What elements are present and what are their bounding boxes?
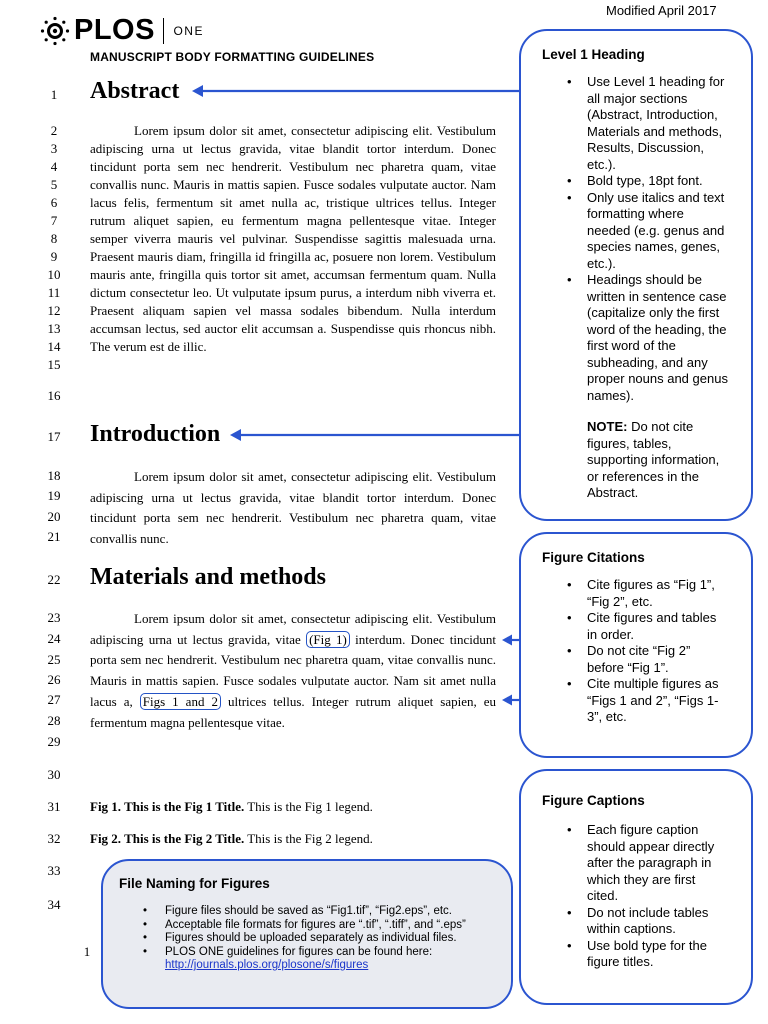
line-number: 9 — [50, 249, 58, 264]
naming-box-item-text: PLOS ONE guidelines for figures can be found here: — [165, 945, 433, 958]
modified-date: Modified April 2017 — [606, 3, 717, 18]
line-number: 6 — [50, 195, 58, 210]
naming-box-item — [165, 946, 495, 973]
line-number: 19 — [47, 488, 61, 503]
line-number: 5 — [50, 177, 58, 192]
line-number: 20 — [47, 509, 61, 524]
level1-box-item: • Bold type, 18pt font. — [587, 173, 729, 190]
line-number: 33 — [47, 863, 61, 878]
line-number: 34 — [47, 897, 61, 912]
abstract-text: Lorem ipsum dolor sit amet, consectetur adipiscing elit. Vestibulum adipiscing urna ut lectus gravida, vitae blandit tortor interdum. Donec tincidunt porta sem nec hendrerit. Vestibulum nec pharetra quam, vitae convallis nunc. Mauris in mattis sapien. Fusce sodales vulputate auctor. Nam lacus felis, fermentum sit amet nulla ac, tristique ultrices tellus. Integer rutrum aliquet sapien, eu fermentum magna pellentesque vitae. Integer semper viverra mauris vel pulvinar. Suspendisse sagittis malesuada urna. Praesent mauris diam, fringilla id fringilla ac, posuere non lorem. Vestibulum mauris ante, fringilla quis tortor sit amet, accumsan fermentum quam. Nulla dictum consectetur leo. Ut vulputate ipsum purus, a interdum nibh viverra et. Praesent aliquam sapien vel massa sodales bibendum. Nulla interdum accumsan lectus, sed auctor elit accumsan a. Suspendisse quis rhoncus nibh. The verum est de illic. — [90, 123, 496, 354]
level1-box-note — [542, 419, 729, 502]
captions-box-title: Figure Captions — [542, 793, 645, 808]
abstract-heading: Abstract — [90, 78, 180, 104]
naming-box-title: File Naming for Figures — [119, 876, 270, 891]
line-number: 4 — [50, 159, 58, 174]
line-number: 31 — [47, 799, 61, 814]
line-number: 23 — [47, 610, 61, 625]
level1-box-item: • Only use italics and text formatting where needed (e.g. genus and species names, genes, etc.). — [587, 190, 729, 273]
line-number: 25 — [47, 652, 61, 667]
level1-box-title: Level 1 Heading — [542, 47, 645, 62]
figure-citations-box — [519, 532, 753, 758]
captions-box-item: • Each figure caption should appear directly after the paragraph in which they are first cited. — [587, 822, 729, 905]
introduction-heading: Introduction — [90, 421, 221, 447]
note-text: Do not cite figures, tables, supporting information, or references in the Abstract. — [587, 419, 720, 500]
line-number: 10 — [47, 267, 61, 282]
citations-box-item: • Cite figures as “Fig 1”, “Fig 2”, etc. — [587, 577, 729, 610]
naming-box-item: • Figure files should be saved as “Fig1.tif”, “Fig2.eps”, etc. — [165, 905, 495, 919]
level1-heading-box — [519, 29, 753, 521]
level1-box-item: • Use Level 1 heading for all major sections (Abstract, Introduction, Materials and methods, Results, Discussion, etc.). — [587, 74, 729, 173]
note-label: NOTE: — [587, 419, 628, 434]
line-number: 2 — [50, 123, 58, 138]
level1-box-item: • Headings should be written in sentence case (capitalize only the first word of the heading, the first word of the subheading, and any proper nouns and genus names). — [587, 272, 729, 404]
methods-text-3: ultrices tellus. Integer rutrum aliquet sapien, eu fermentum magna pellentesque vitae. — [90, 693, 497, 730]
line-number: 32 — [47, 831, 61, 846]
line-number: 11 — [47, 285, 61, 300]
document-title: MANUSCRIPT BODY FORMATTING GUIDELINES — [90, 50, 375, 64]
logo-wordmark: PLOS — [74, 14, 155, 46]
citations-box-item: • Cite multiple figures as “Figs 1 and 2”, “Figs 1-3”, etc. — [587, 676, 729, 726]
line-number: 21 — [47, 529, 61, 544]
methods-text-1: Lorem ipsum dolor sit amet, consectetur adipiscing elit. Vestibulum adipiscing urna ut lectus gravida, vitae — [90, 611, 496, 647]
naming-box-item: • Figures should be uploaded separately as individual files. — [165, 932, 495, 946]
line-number: 12 — [47, 303, 61, 318]
captions-box-item: • Do not include tables within captions. — [587, 905, 729, 938]
line-number: 15 — [47, 357, 61, 372]
figs-citation: Figs 1 and 2 — [140, 693, 221, 710]
line-number: 28 — [47, 713, 61, 728]
line-number: 29 — [47, 734, 61, 749]
figures-guidelines-link[interactable]: http://journals.plos.org/plosone/s/figures — [165, 959, 369, 971]
line-number: 30 — [47, 767, 61, 782]
line-number: 7 — [50, 213, 58, 228]
citations-box-item: • Do not cite “Fig 2” before “Fig 1”. — [587, 643, 729, 676]
methods-heading: Materials and methods — [90, 564, 326, 590]
line-number: 14 — [47, 339, 61, 354]
fig2-caption-legend: This is the Fig 2 legend. — [244, 831, 373, 846]
naming-box-item: • Acceptable file formats for figures are “.tif”, “.tiff”, and “.eps” — [165, 919, 495, 933]
citations-box-title: Figure Citations — [542, 550, 645, 565]
line-number: 16 — [47, 388, 61, 403]
logo-one-text: ONE — [173, 23, 204, 38]
line-number: 13 — [47, 321, 61, 336]
fig2-caption-title: Fig 2. This is the Fig 2 Title. — [90, 831, 245, 846]
line-number: 17 — [47, 429, 61, 444]
line-number: 27 — [47, 692, 61, 707]
line-number: 22 — [47, 572, 61, 587]
line-number: 1 — [50, 87, 58, 102]
fig1-caption-title: Fig 1. This is the Fig 1 Title. — [90, 799, 245, 814]
methods-text-2: interdum. Donec tincidunt porta sem nec hendrerit. Vestibulum nec pharetra quam, vitae convallis nunc. Mauris in mattis sapien. Fusce sodales vulputate auctor. Nam sit amet nulla lacus a, — [90, 631, 497, 709]
captions-box-item: • Use bold type for the figure titles. — [587, 938, 729, 971]
introduction-text: Lorem ipsum dolor sit amet, consectetur adipiscing elit. Vestibulum adipiscing urna ut lectus gravida, vitae blandit tortor interdum. Donec tincidunt porta sem nec hendrerit. Vestibulum nec pharetra quam, vitae convallis nunc. — [90, 469, 496, 546]
line-number: 8 — [50, 231, 58, 246]
fig1-citation: (Fig 1) — [306, 631, 350, 648]
line-number: 26 — [47, 672, 61, 687]
file-naming-box — [101, 859, 513, 1009]
citations-box-item: • Cite figures and tables in order. — [587, 610, 729, 643]
line-number: 1 — [83, 944, 91, 959]
line-number: 24 — [47, 631, 61, 646]
fig1-caption-legend: This is the Fig 1 legend. — [244, 799, 373, 814]
line-number: 3 — [50, 141, 58, 156]
figure-captions-box — [519, 769, 753, 1005]
line-number: 18 — [47, 468, 61, 483]
